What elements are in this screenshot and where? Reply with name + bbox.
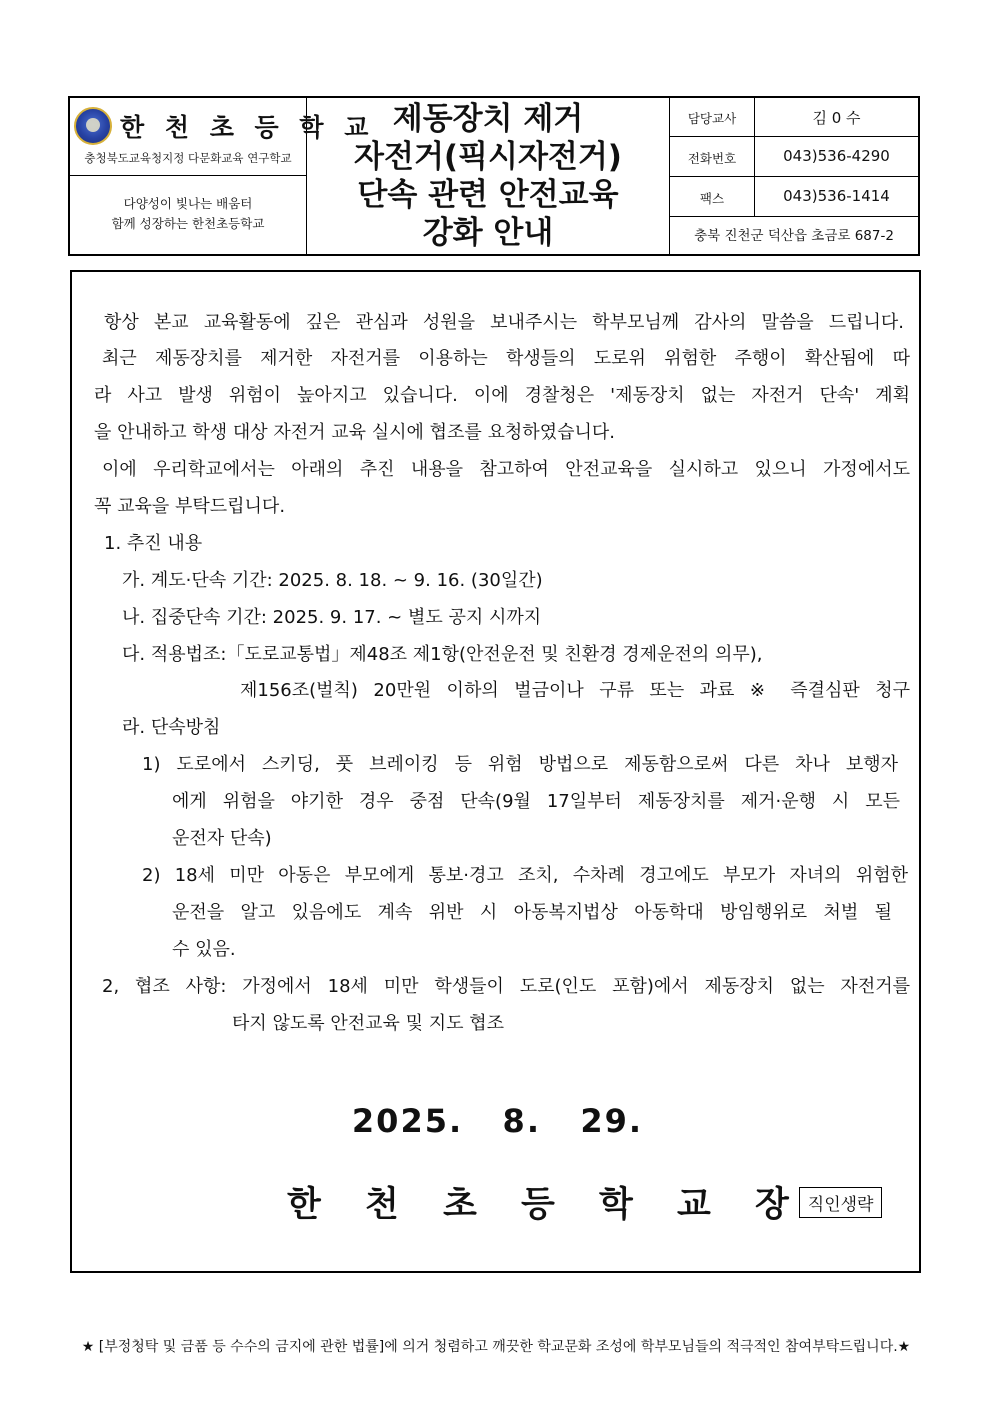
paragraph-line: 항상 본교 교육활동에 깊은 관심과 성원을 보내주시는 학부모님께 감사의 말씀을 드립니다. bbox=[104, 312, 904, 333]
section-heading: 1. 추진 내용 bbox=[104, 533, 203, 554]
title-line: 제동장치 제거 bbox=[392, 101, 584, 137]
paragraph-line: 꼭 교육을 부탁드립니다. bbox=[94, 496, 286, 517]
seal-omitted-box: 직인생략 bbox=[799, 1187, 883, 1218]
sub-item: 운전을 알고 있음에도 계속 위반 시 아동복지법상 아동학대 방임행위로 처벌 될 bbox=[172, 902, 892, 923]
paragraph-line: 최근 제동장치를 제거한 자전거를 이용하는 학생들의 도로위 위험한 주행이 확산됨에 따 bbox=[102, 348, 910, 369]
list-item: 다. 적용법조:「도로교통법」제48조 제1항(안전운전 및 친환경 경제운전의 의무), bbox=[122, 644, 763, 665]
motto-line: 함께 성장하는 한천초등학교 bbox=[111, 216, 265, 231]
list-item: 가. 계도·단속 기간: 2025. 8. 18. ~ 9. 16. (30일간) bbox=[122, 570, 543, 591]
sub-item: 2) 18세 미만 아동은 부모에게 통보·경고 조치, 수차례 경고에도 부모가 자녀의 위험한 bbox=[142, 865, 908, 886]
signature-row bbox=[287, 1177, 882, 1227]
sub-item: 1) 도로에서 스키딩, 풋 브레이킹 등 위험 방법으로 제동함으로써 다른 차나 보행자 bbox=[142, 754, 898, 775]
paragraph-line: 이에 우리학교에서는 아래의 추진 내용을 참고하여 안전교육을 실시하고 있으니 가정에서도 bbox=[102, 459, 910, 480]
list-item: 제156조(벌칙) 20만원 이하의 벌금이나 구류 또는 과료 ※ 즉결심판 청구 bbox=[240, 680, 910, 701]
school-emblem-icon bbox=[74, 107, 112, 145]
header-table bbox=[68, 96, 920, 256]
anti-graft-footer: ★ [부정청탁 및 금품 등 수수의 금지에 관한 법률]에 의거 청렴하고 깨끗한 학교문화 조성에 학부모님들의 적극적인 참여부탁드립니다.★ bbox=[81, 1339, 911, 1355]
notice-body bbox=[70, 270, 921, 1273]
fax-value: 043)536-1414 bbox=[783, 187, 890, 205]
principal-signature: 한 천 초 등 학 교 장 bbox=[287, 1185, 805, 1225]
phone-label: 전화번호 bbox=[687, 151, 737, 166]
document-date: 2025. 8. 29. bbox=[351, 1102, 644, 1140]
phone-value: 043)536-4290 bbox=[783, 147, 890, 165]
list-item: 라. 단속방침 bbox=[122, 717, 221, 738]
motto-line: 다양성이 빛나는 배움터 bbox=[123, 196, 253, 211]
school-logo-row bbox=[74, 104, 375, 148]
paragraph-line: 을 안내하고 학생 대상 자전거 교육 실시에 협조를 요청하였습니다. bbox=[94, 422, 615, 443]
title-line: 단속 관련 안전교육 bbox=[357, 177, 619, 213]
title-line: 자전거(픽시자전거) bbox=[354, 139, 622, 175]
list-item: 나. 집중단속 기간: 2025. 9. 17. ~ 별도 공지 시까지 bbox=[122, 607, 542, 628]
school-name: 한 천 초 등 학 교 bbox=[120, 113, 375, 142]
school-motto bbox=[70, 194, 306, 234]
section-text: 타지 않도록 안전교육 및 지도 협조 bbox=[232, 1013, 505, 1034]
sub-item: 에게 위험을 야기한 경우 중점 단속(9월 17일부터 제동장치를 제거·운행 시 모든 bbox=[172, 791, 900, 812]
school-address: 충북 진천군 덕산읍 초금로 687-2 bbox=[694, 228, 894, 244]
sub-item: 수 있음. bbox=[172, 939, 236, 960]
teacher-label: 담당교사 bbox=[687, 111, 737, 126]
title-line: 강화 안내 bbox=[422, 215, 554, 251]
teacher-value: 김 0 수 bbox=[812, 109, 861, 127]
document-title bbox=[307, 98, 669, 254]
paragraph-line: 라 사고 발생 위험이 높아지고 있습니다. 이에 경찰청은 '제동장치 없는 자전거 단속' 계획 bbox=[94, 385, 910, 406]
fax-label: 팩스 bbox=[699, 191, 725, 206]
sub-item: 운전자 단속) bbox=[172, 828, 272, 849]
school-association: 충청북도교육청지정 다문화교육 연구학교 bbox=[84, 151, 292, 165]
section-heading: 2, 협조 사항: 가정에서 18세 미만 학생들이 도로(인도 포함)에서 제동장치 없는 자전거를 bbox=[102, 976, 910, 997]
